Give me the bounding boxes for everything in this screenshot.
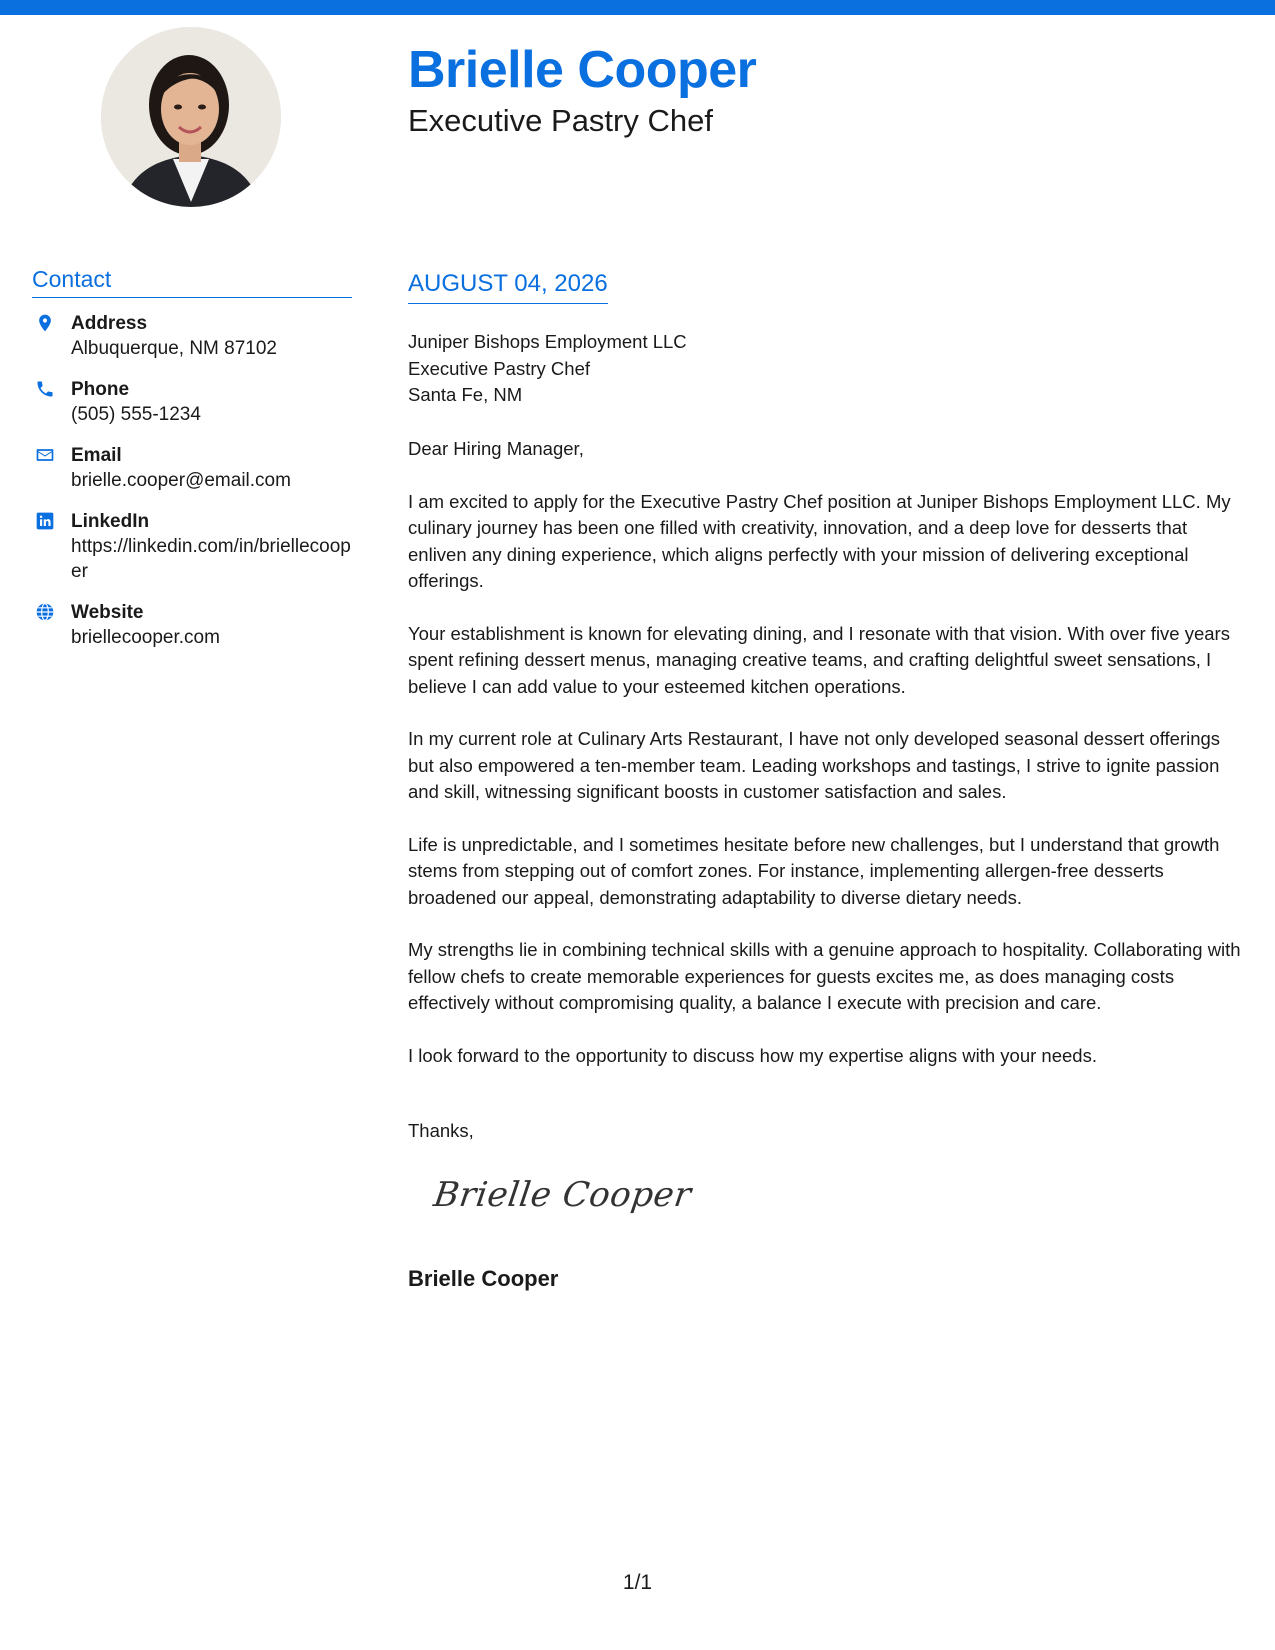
- email-value[interactable]: brielle.cooper@email.com: [71, 470, 291, 491]
- recipient-company: Juniper Bishops Employment LLC: [408, 331, 687, 352]
- contact-heading: Contact: [32, 266, 352, 298]
- linkedin-value[interactable]: https://linkedin.com/in/briellecooper: [71, 536, 351, 582]
- contact-sidebar: [32, 266, 352, 666]
- letter-date: AUGUST 04, 2026: [408, 270, 608, 304]
- phone-value: (505) 555-1234: [71, 404, 201, 425]
- handwritten-signature: Brielle Cooper: [431, 1175, 694, 1215]
- email-icon: [35, 445, 55, 465]
- address-value: Albuquerque, NM 87102: [71, 338, 277, 359]
- contact-label: Website: [71, 602, 144, 623]
- contact-linkedin: [32, 509, 352, 584]
- salutation: Dear Hiring Manager,: [408, 438, 584, 459]
- website-value[interactable]: briellecooper.com: [71, 627, 220, 648]
- top-accent-bar: [0, 0, 1275, 15]
- location-pin-icon: [35, 313, 55, 333]
- header-name: Brielle Cooper: [408, 41, 757, 99]
- contact-address: [32, 311, 352, 361]
- letter-body: [408, 436, 1248, 1095]
- contact-list: [32, 311, 352, 650]
- contact-website: [32, 600, 352, 650]
- phone-icon: [35, 379, 55, 399]
- recipient-position: Executive Pastry Chef: [408, 357, 590, 379]
- header-job-title: Executive Pastry Chef: [408, 103, 713, 138]
- body-paragraph: I am excited to apply for the Executive Pastry Chef position at Juniper Bishops Employment LLC. My culinary journey has been one filled with creativity, innovation, and a deep love for desserts that enliven any dining experience, which aligns perfectly with your mission of delivering exceptional offerings.: [408, 490, 1231, 591]
- recipient-block: [408, 329, 687, 409]
- contact-label: Email: [71, 445, 122, 466]
- contact-phone: [32, 377, 352, 427]
- contact-label: Address: [71, 313, 148, 334]
- closing: Thanks,: [408, 1120, 474, 1141]
- globe-icon: [35, 602, 55, 622]
- body-paragraph: In my current role at Culinary Arts Restaurant, I have not only developed seasonal dessert offerings but also empowered a ten-member team. Leading workshops and tastings, I strive to ignite passion and skill, witnessing significant boosts in customer satisfaction and sales.: [408, 728, 1221, 802]
- recipient-location: Santa Fe, NM: [408, 384, 523, 405]
- linkedin-icon: [35, 511, 55, 531]
- body-paragraph: Your establishment is known for elevating dining, and I resonate with that vision. With over five years spent refining dessert menus, managing creative teams, and crafting delightful sweet sensations, I believe I can add value to your esteemed kitchen operations.: [408, 622, 1230, 697]
- page-number: 1/1: [622, 1571, 653, 1594]
- body-paragraph: I look forward to the opportunity to discuss how my expertise aligns with your needs.: [408, 1044, 1097, 1066]
- contact-email: [32, 443, 352, 493]
- contact-label: LinkedIn: [71, 511, 150, 532]
- profile-photo: [101, 27, 281, 207]
- contact-label: Phone: [71, 379, 130, 400]
- signed-name: Brielle Cooper: [408, 1266, 559, 1291]
- body-paragraph: Life is unpredictable, and I sometimes hesitate before new challenges, but I understand that growth stems from stepping out of comfort zones. For instance, implementing allergen-free desserts broadened our appeal, demonstrating adaptability to diverse dietary needs.: [408, 833, 1220, 908]
- body-paragraph: My strengths lie in combining technical skills with a genuine approach to hospitality. Collaborating with fellow chefs to create memorable experiences for guests excites me, as does managing costs effectively without compromising quality, a balance I execute with precision and care.: [408, 939, 1241, 1013]
